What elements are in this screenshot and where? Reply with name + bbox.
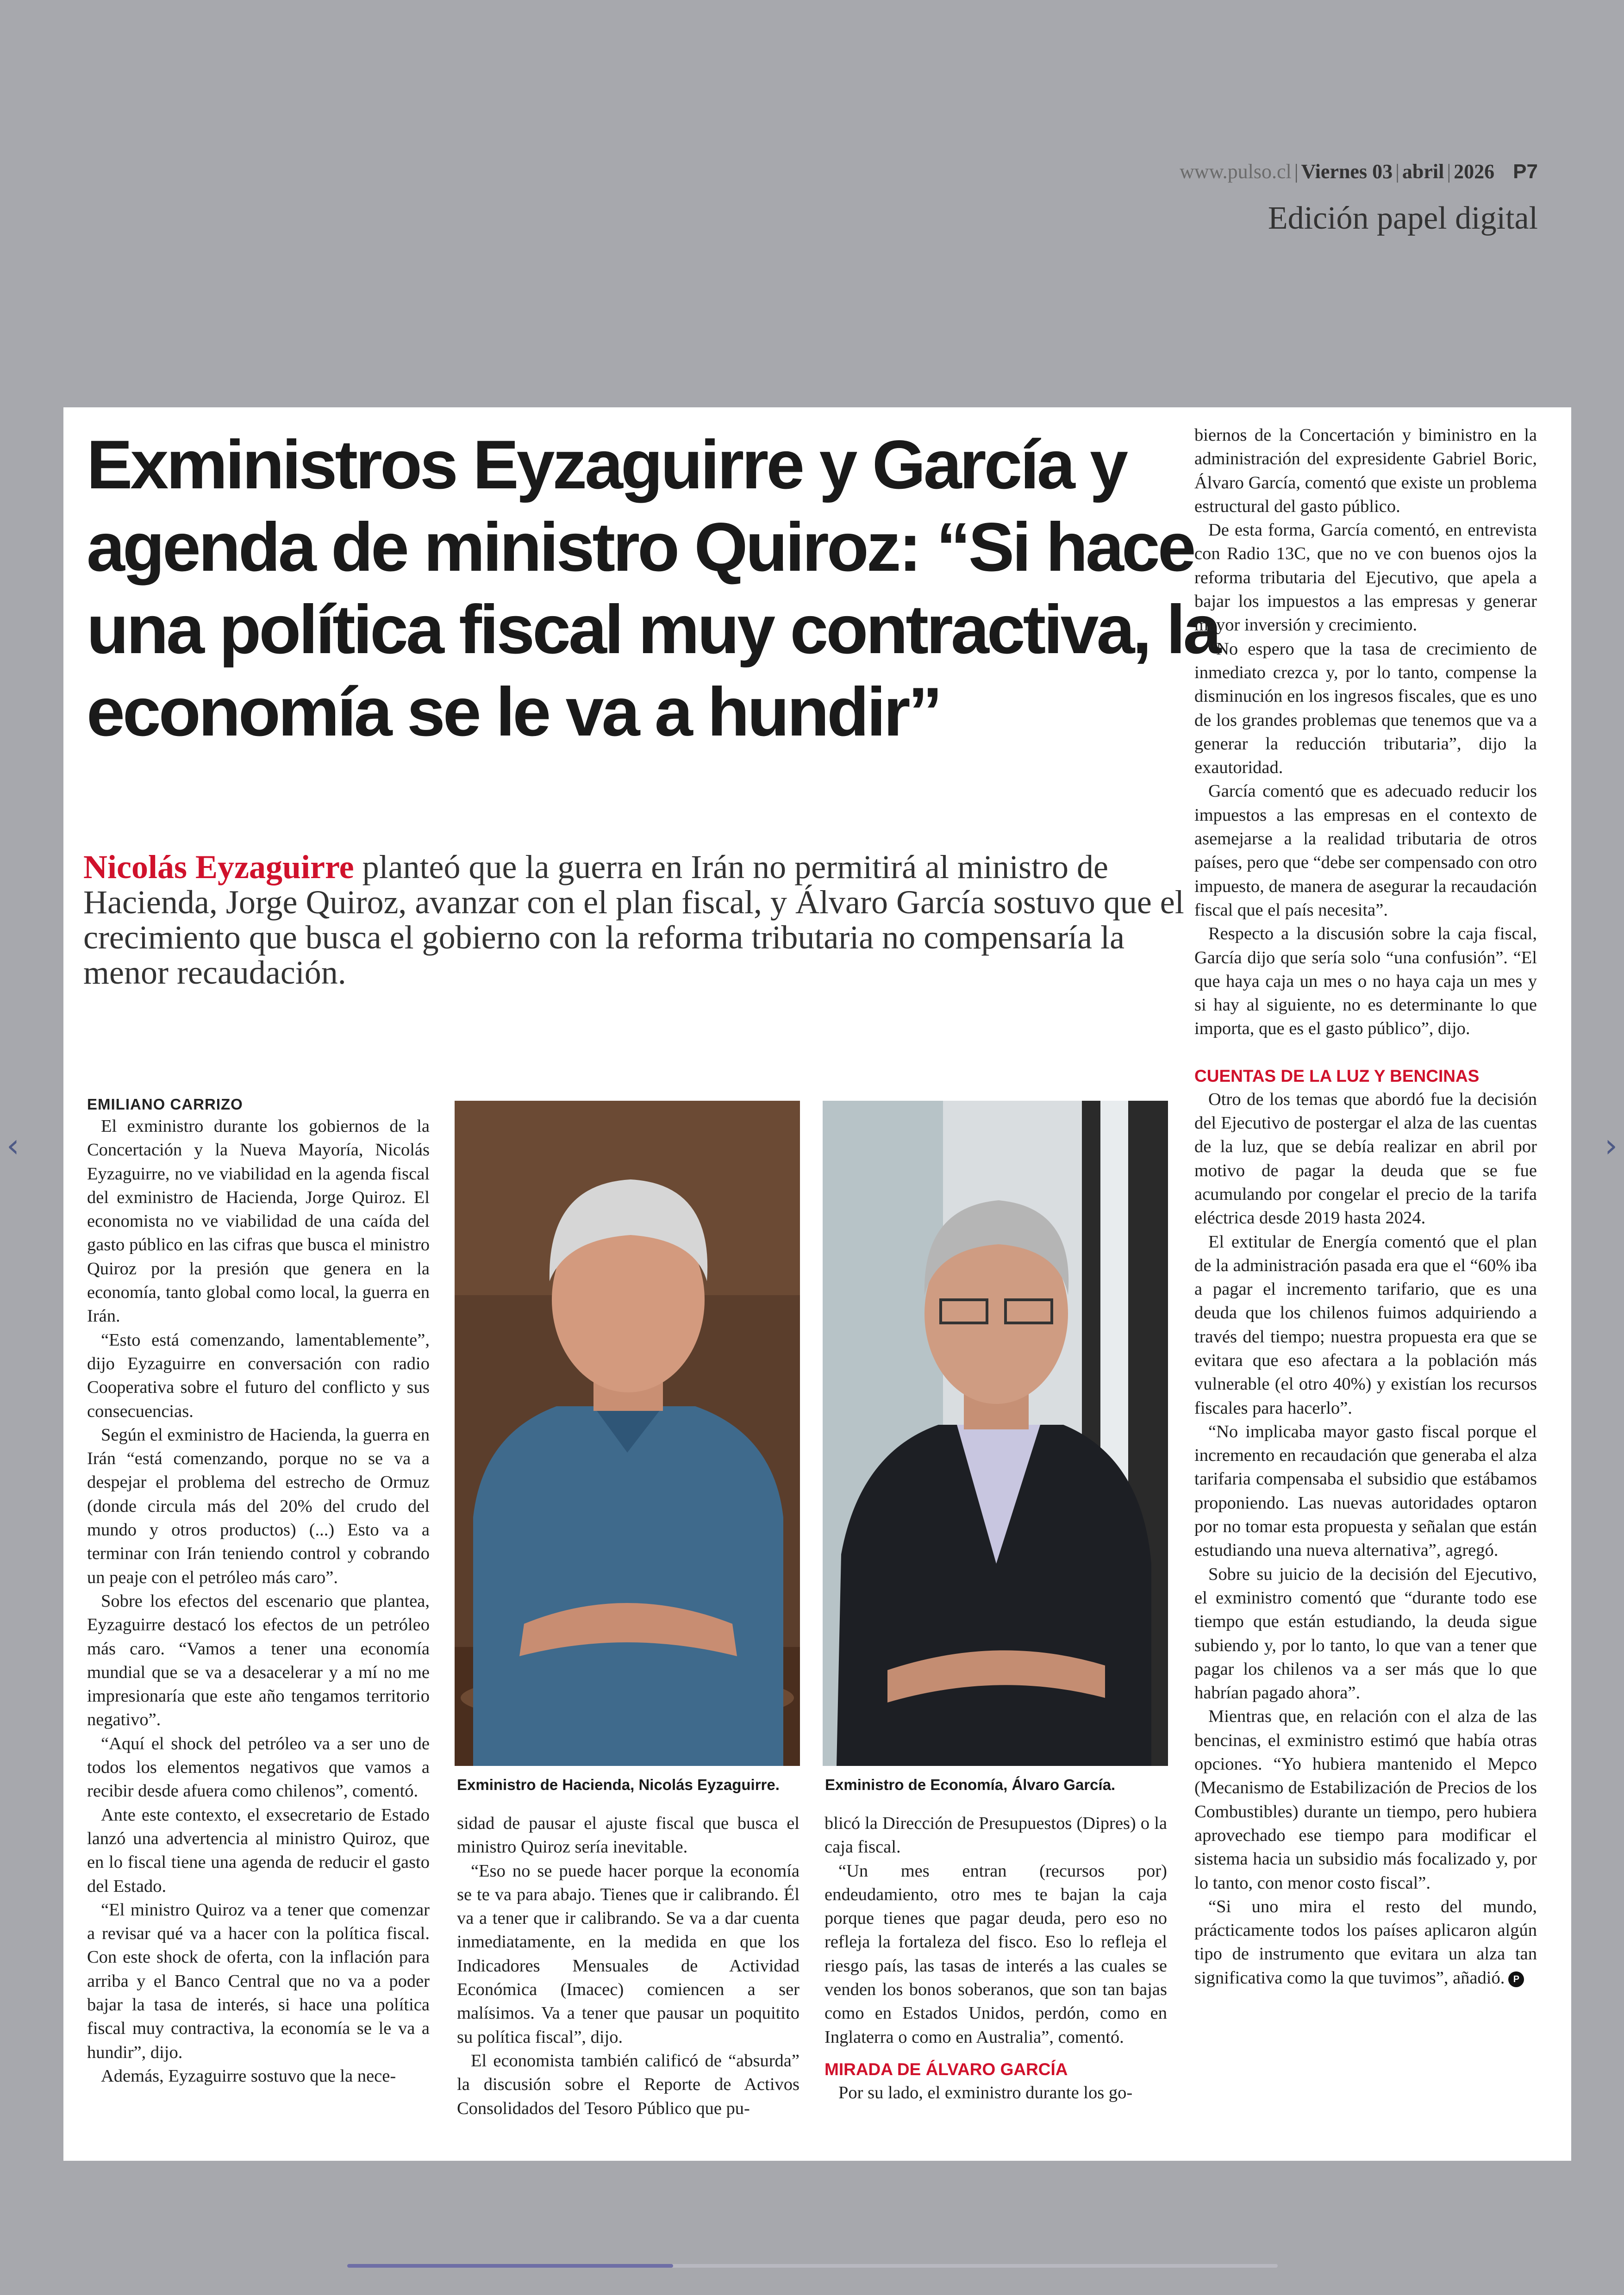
site-url[interactable]: www.pulso.cl [1180,160,1292,183]
deck-text: planteó que la guerra en Irán no permitirá al ministro de Hacienda, Jorge Quiroz, avanzar con el plan fiscal, y Álvaro García sostuvo que el crecimiento que busca el gobierno con la reforma tributaria no compensaría la menor recaudación. [83,848,1184,991]
end-mark-icon [1508,1971,1524,1987]
paragraph: El extitular de Energía comentó que el plan de la administración pasada era que el “60% iba a pagar el incremento tarifario, que es una deuda que los chilenos fuimos adquiriendo a través del tiempo; nuestra propuesta era que se evitara que eso afectara a la población más vulnerable (el otro 40%) y existían los recursos fiscales para hacerlo”. [1194,1232,1537,1418]
page-header [1180,160,1538,237]
article-deck [83,849,1204,990]
photo-eyzaguirre [455,1101,800,1766]
paragraph: “Aquí el shock del petróleo va a ser uno de todos los elementos negativos que vamos a recibir desde afuera como chilenos”, comentó. [87,1734,430,1801]
paragraph: El exministro durante los gobiernos de la Concertación y la Nueva Mayoría, Nicolás Eyzaguirre, no ve viabilidad en la agenda fiscal del exministro de Hacienda, Jorge Quiroz. El economista no ve viabilidad de una caída del gasto público en las cifras que busca el ministro Quiroz por la presión que genera en la economía, tanto global como local, la guerra en Irán. [87,1116,430,1326]
deck-highlight-name: Nicolás Eyzaguirre [83,848,354,886]
paragraph: Sobre los efectos del escenario que plantea, Eyzaguirre destacó los efectos de un petróleo más caro. “Vamos a tener una economía mundial que se va a desacelerar y a mí no me impresionaría que este año tengamos territorio negativo”. [87,1591,430,1730]
column-1-body [87,1115,430,2088]
paragraph: “Esto está comenzando, lamentablemente”, dijo Eyzaguirre en conversación con radio Cooperativa sobre el futuro del conflicto y sus consecuencias. [87,1330,430,1421]
paragraph-final [1194,1895,1537,1990]
paragraph: “El ministro Quiroz va a tener que comenzar a revisar qué va a hacer con la política fiscal. Con este shock de oferta, con la inflación para arriba y el Banco Central que no va a poder bajar la tasa de interés, si hace una política fiscal muy contractiva, la economía se le va a hundir”, dijo. [87,1900,430,2062]
issue-year: 2026 [1454,160,1495,183]
paragraph: Mientras que, en relación con el alza de las bencinas, el exministro estimó que había otras opciones. “Yo hubiera mantenido el Mepco (Mecanismo de Estabilización de Precios de los Combustibles) durante un tiempo, pero hubiera aprovechado ese tiempo para modificar el sistema hacia un subsidio más focalizado y, por lo tanto, con menor costo fiscal”. [1194,1707,1537,1893]
paragraph: “Un mes entran (recursos por) endeudamiento, otro mes te bajan la caja porque tienes que pagar deuda, pero eso no refleja la fortaleza del fisco. Eso lo refleja el riesgo país, las tasas de interés a las cuales se venden los bonos soberanos, que son tan bajas como en Estados Unidos, perdón, como en Inglaterra o como en Australia”, comentó. [824,1861,1167,2047]
byline: EMILIANO CARRIZO [87,1096,243,1113]
paragraph: Además, Eyzaguirre sostuvo que la nece- [101,2066,396,2086]
paragraph: sidad de pausar el ajuste fiscal que busca el ministro Quiroz sería inevitable. [457,1814,800,1857]
paragraph: De esta forma, García comentó, en entrevista con Radio 13C, que no ve con buenos ojos la reforma tributaria del Ejecutivo, que apela a bajar los impuestos a las empresas y generar mayor inversión y crecimiento. [1194,520,1537,635]
article-column-3 [824,1812,1167,2105]
caption-eyzaguirre: Exministro de Hacienda, Nicolás Eyzaguirre. [457,1776,780,1793]
issue-line: www.pulso.cl | Viernes 03 | abril | 2026 P7 [1180,160,1538,183]
article-headline: Exministros Eyzaguirre y García y agenda de ministro Quiroz: “Si hace una política fiscal muy contractiva, la economía se le va a hundir” [87,426,1219,750]
page-scrollbar[interactable] [347,2264,1278,2268]
paragraph: “No espero que la tasa de crecimiento de inmediato crezca y, por lo tanto, compense la disminución en los ingresos fiscales, que es uno de los grandes problemas que tenemos que va a generar la reducción tributaria”, dijo la exautoridad. [1194,639,1537,778]
issue-month: abril [1402,160,1444,183]
issue-day: Viernes 03 [1301,160,1393,183]
paragraph: El economista también calificó de “absurda” la discusión sobre el Reporte de Activos Consolidados del Tesoro Público que pu- [457,2051,800,2118]
chevron-right-icon: › [1605,1127,1618,1165]
paragraph: “Eso no se puede hacer porque la economía se te va para abajo. Tienes que ir calibrando. Él va a tener que ir calibrando. Se va a dar cuenta inmediatamente, en la medida en que los Indicadores Mensuales de Actividad Económica (Imacec) comiencen a ser malísimos. Va a tener que pausar un poquitito su política fiscal”, dijo. [457,1861,800,2047]
caption-garcia: Exministro de Economía, Álvaro García. [825,1776,1116,1793]
article-column-4 [1194,424,1537,1990]
prev-page-button[interactable] [6,1127,19,1165]
newspaper-page [63,407,1571,2161]
paragraph: García comentó que es adecuado reducir los impuestos a las empresas en el contexto de asemejarse a la realidad tributaria de otros países, pero que “debe ser compensado con otro impuesto, de manera de asegurar la recaudación fiscal que el país necesita”. [1194,781,1537,920]
paragraph: Otro de los temas que abordó fue la decisión del Ejecutivo de postergar el alza de las cuentas de la luz, que se debía realizar en abril por motivo de pagar la deuda que se fue acumulando por congelar el precio de la tarifa eléctrica desde 2019 hasta 2024. [1194,1089,1537,1228]
subhead-cuentas-luz: CUENTAS DE LA LUZ Y BENCINAS [1194,1066,1480,1085]
paragraph: blicó la Dirección de Presupuestos (Dipres) o la caja fiscal. [824,1814,1167,1857]
paragraph: Según el exministro de Hacienda, la guerra en Irán “está comenzando, porque no se va a despejar el problema del estrecho de Ormuz (donde circula más del 20% del crudo del mundo y otros productos) (...) Esto va a terminar con Irán teniendo control y cobrando un peaje con el petróleo más caro”. [87,1425,430,1587]
photo-garcia [823,1101,1168,1766]
edition-label: Edición papel digital [1268,200,1538,236]
paragraph: “No implicaba mayor gasto fiscal porque el incremento en recaudación que generaba el alza tarifaria compensaba el subsidio que estábamos proponiendo. Las nuevas autoridades optaron por no tomar esta propuesta y señalan que están estudiando una nueva alternativa”, agregó. [1194,1422,1537,1560]
article-column-2 [457,1812,800,2120]
paragraph: Por su lado, el exministro durante los go- [838,2083,1133,2102]
paragraph: Sobre su juicio de la decisión del Ejecutivo, el exministro comentó que “durante todo ese tiempo que están estudiando, la deuda sigue subiendo y, por lo tanto, lo que van a tener que pagar los chilenos va a ser más que lo que habrían pagado ahora”. [1194,1564,1537,1703]
scrollbar-thumb[interactable] [347,2264,673,2268]
paragraph: Ante este contexto, el exsecretario de Estado lanzó una advertencia al ministro Quiroz, que en lo fiscal tiene una agenda de reducir el gasto del Estado. [87,1805,430,1896]
next-page-button[interactable] [1605,1127,1618,1165]
paragraph-final-text: “Si uno mira el resto del mundo, prácticamente todos los países aplicaron algún tipo de instrumento que evitara un alza tan significativa como la que tuvimos”, añadió. [1194,1896,1537,1988]
article-column-1 [87,1094,430,2088]
paragraph: Respecto a la discusión sobre la caja fiscal, García dijo que sería solo “una confusión”. “El que haya caja un mes o no haya caja un mes y si hay al siguiente, no es determinante lo que importa, que es el gasto público”, dijo. [1194,924,1537,1039]
chevron-left-icon: ‹ [6,1127,19,1165]
page-number: P7 [1513,160,1538,183]
paragraph: biernos de la Concertación y biministro en la administración del expresidente Gabriel Boric, Álvaro García, comentó que existe un problema estructural del gasto público. [1194,425,1537,516]
subhead-mirada-garcia: MIRADA DE ÁLVARO GARCÍA [824,2059,1068,2079]
